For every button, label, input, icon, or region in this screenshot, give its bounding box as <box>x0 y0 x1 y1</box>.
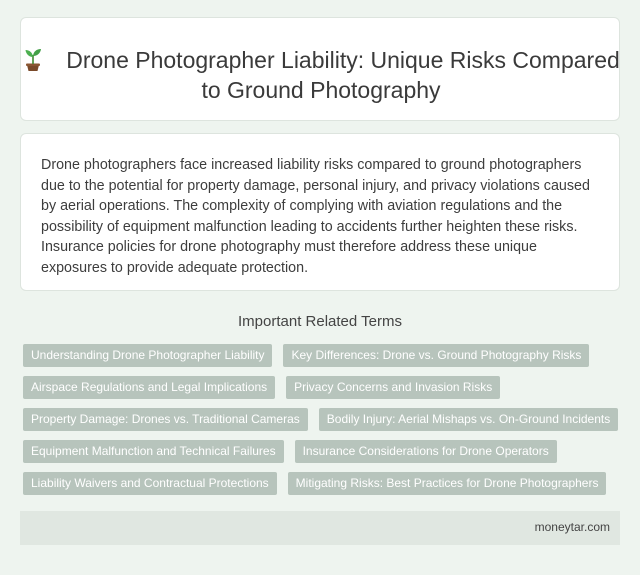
term-row <box>23 376 623 399</box>
summary-paragraph: Drone photographers face increased liability risks compared to ground photographers due to the potential for property damage, personal injury, and privacy violations caused by aerial operations. The complexity of complying with aviation regulations and the possibility of equipment malfunction leading to accidents further heighten these risks. Insurance policies for drone photography must therefore address these unique exposures to provide adequate protection. <box>41 157 590 276</box>
term-tag[interactable]: Bodily Injury: Aerial Mishaps vs. On-Ground Incidents <box>319 408 618 431</box>
title-block <box>21 45 621 105</box>
term-tag[interactable]: Property Damage: Drones vs. Traditional Cameras <box>23 408 308 431</box>
related-terms-list <box>23 344 623 504</box>
term-tag[interactable]: Privacy Concerns and Invasion Risks <box>286 376 500 399</box>
term-tag[interactable]: Insurance Considerations for Drone Operators <box>295 440 557 463</box>
summary-card <box>20 133 620 291</box>
page-title <box>21 45 621 105</box>
term-tag[interactable]: Airspace Regulations and Legal Implications <box>23 376 275 399</box>
term-tag[interactable]: Mitigating Risks: Best Practices for Drone Photographers <box>288 472 607 495</box>
footer <box>20 511 620 545</box>
term-tag[interactable]: Understanding Drone Photographer Liability <box>23 344 272 367</box>
term-row <box>23 440 623 463</box>
term-tag[interactable]: Equipment Malfunction and Technical Failures <box>23 440 284 463</box>
footer-site[interactable]: moneytar.com <box>534 520 610 534</box>
term-tag[interactable]: Liability Waivers and Contractual Protections <box>23 472 277 495</box>
term-row <box>23 344 623 367</box>
title-card <box>20 17 620 121</box>
term-row <box>23 472 623 495</box>
title-text: Drone Photographer Liability: Unique Risks Compared to Ground Photography <box>66 47 620 103</box>
term-row <box>23 408 623 431</box>
sprout-icon <box>22 46 44 72</box>
term-tag[interactable]: Key Differences: Drone vs. Ground Photography Risks <box>283 344 589 367</box>
related-terms-heading: Important Related Terms <box>238 313 402 330</box>
